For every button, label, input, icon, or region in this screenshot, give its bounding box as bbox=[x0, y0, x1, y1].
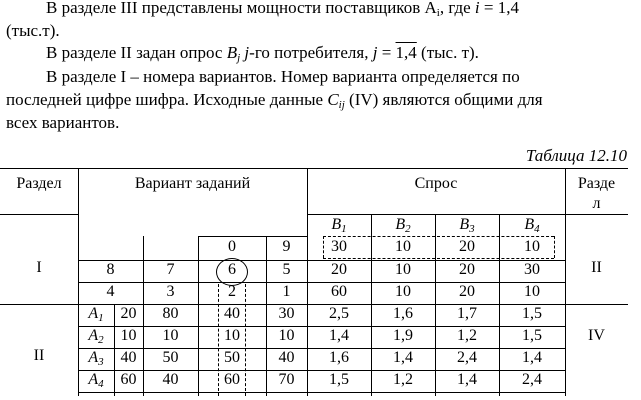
demand-col-b2: $B_2$ bbox=[395, 216, 411, 235]
variant-cell: 8 bbox=[106, 261, 115, 278]
section-II-left: II bbox=[33, 347, 45, 364]
variant-cell-selected: 6 bbox=[228, 261, 236, 278]
demand-cell: 20 bbox=[459, 283, 475, 300]
header-section: Раздел bbox=[16, 175, 62, 192]
demand-cell: 30 bbox=[524, 261, 540, 278]
variant-cell: 1 bbox=[282, 283, 291, 300]
demand-cell: 10 bbox=[395, 283, 411, 300]
demand-cell: 20 bbox=[459, 238, 475, 255]
header-section-right-1: Разде bbox=[577, 175, 616, 192]
demand-cell: 10 bbox=[395, 261, 411, 278]
paragraph-2: В разделе II задан опрос $B_j$ j-го потребителя, j = 1,4 (тыс. т). bbox=[46, 43, 479, 64]
demand-cell: 20 bbox=[459, 261, 475, 278]
section-II-right: II bbox=[591, 259, 602, 276]
variant-cell: 5 bbox=[282, 261, 291, 278]
demand-cell: 10 bbox=[524, 238, 540, 255]
demand-cell: 10 bbox=[524, 283, 540, 300]
paragraph-3-line-1: В разделе I – номера вариантов. Номер варианта определяется по bbox=[46, 67, 520, 86]
variant-cell: 4 bbox=[106, 283, 115, 300]
variant-cell: 9 bbox=[282, 238, 291, 255]
variant-cell: 2 bbox=[228, 283, 236, 300]
section-IV: IV bbox=[588, 327, 605, 344]
demand-col-b4: $B_4$ bbox=[524, 216, 540, 235]
demand-col-b3: $B_3$ bbox=[459, 216, 475, 235]
paragraph-3-line-3: всех вариантов. bbox=[6, 113, 120, 132]
demand-cell: 60 bbox=[331, 283, 347, 300]
paragraph-1-line-2: (тыс.т). bbox=[6, 21, 60, 40]
demand-col-b1: $B_1$ bbox=[331, 216, 347, 235]
header-demand: Спрос bbox=[414, 175, 458, 192]
variant-cell: 7 bbox=[166, 261, 175, 278]
variant-cell: 3 bbox=[166, 283, 175, 300]
header-variants: Вариант заданий bbox=[134, 175, 251, 192]
demand-cell: 10 bbox=[395, 238, 411, 255]
data-table: Раздел Вариант заданий Спрос Разде л $B_1$ $B_2$ $B_3$ $B_4$ I II II IV 0 9 8 7 6 5 4 3 2 1 30 10 20 10 20 10 20 30 60 10 20 10 $A_1$ 20 80 40 30 2,5 1,6 1,7 1,5 $A_2$ 10 10 10 10 1,4 1,9 1,2 1,5 $A_3$ 40 50 50 40 1,6 1,4 2,4 1,4 $A_4$ 60 40 60 70 1,5 1,2 1,4 2,4 bbox=[0, 168, 628, 396]
header-section-right-2: л bbox=[592, 195, 601, 212]
demand-cell: 30 bbox=[331, 238, 347, 255]
table-caption: Таблица 12.10 bbox=[525, 146, 627, 165]
paragraph-3-line-2: последней цифре шифра. Исходные данные $C_{ij}$ (IV) являются общими для bbox=[6, 90, 543, 111]
demand-cell: 20 bbox=[331, 261, 347, 278]
section-I: I bbox=[36, 259, 42, 276]
variant-cell: 0 bbox=[228, 238, 236, 255]
paragraph-1-line-1: В разделе III представлены мощности поставщиков $А_i$, где i = 1,4 bbox=[46, 0, 519, 19]
